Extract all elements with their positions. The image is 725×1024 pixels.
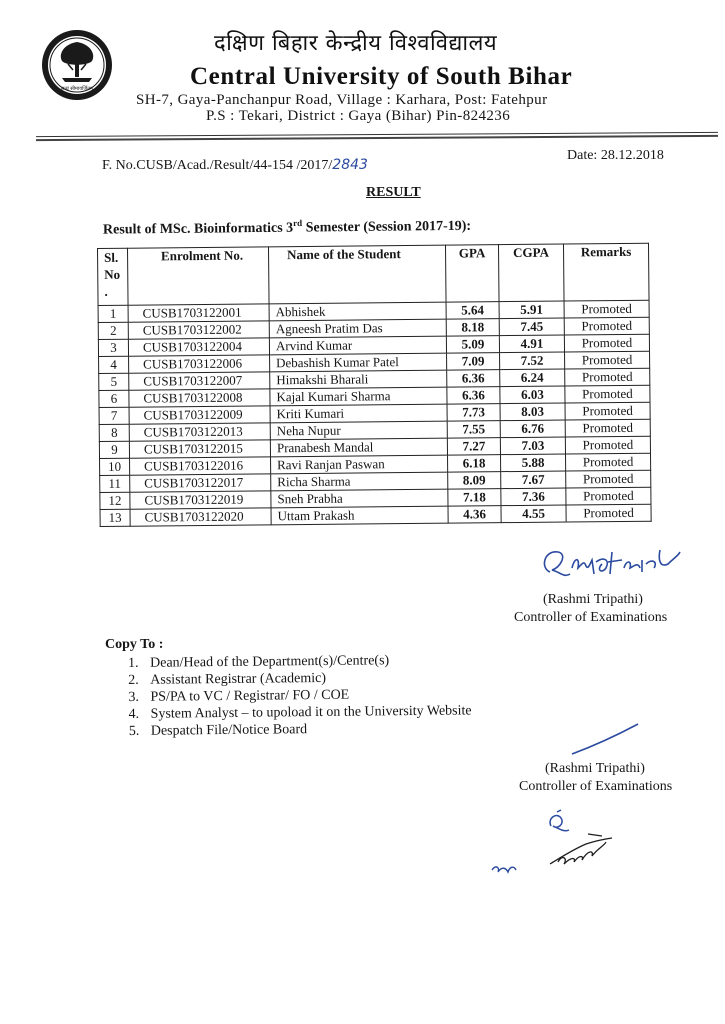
cell-sl-no: 6 [99,390,129,407]
results-table [97,243,652,527]
cell-gpa: 7.27 [447,438,500,456]
handwritten-note-icon [488,828,638,878]
cell-student-name: Sneh Prabha [271,489,448,508]
signatory-title-1: Controller of Examinations [514,610,668,625]
cell-remarks: Promoted [565,402,650,420]
header-gpa: GPA [445,245,499,303]
header-cgpa: CGPA [498,244,564,302]
cell-enrolment: CUSB1703122008 [129,389,270,407]
cell-sl-no: 12 [100,492,130,509]
cell-student-name: Ravi Ranjan Paswan [271,455,448,474]
cell-enrolment: CUSB1703122015 [129,440,270,458]
header-sl-line2: No [104,266,121,282]
header-remarks: Remarks [563,243,649,301]
cell-student-name: Richa Sharma [271,472,448,491]
result-heading: RESULT [366,185,421,200]
header-sl-line1: Sl. [104,249,119,265]
cell-sl-no: 5 [99,373,129,390]
cell-sl-no: 1 [98,305,128,322]
cell-remarks: Promoted [566,470,651,488]
subtitle-suffix: Semester (Session 2017-19): [302,218,472,236]
cell-remarks: Promoted [566,487,651,505]
cell-cgpa: 6.03 [500,386,565,404]
cell-student-name: Abhishek [269,302,446,321]
cell-sl-no: 10 [100,458,130,475]
cell-enrolment: CUSB1703122002 [128,321,269,339]
cell-enrolment: CUSB1703122004 [128,338,269,356]
copy-to-label: Copy To : [105,637,164,652]
file-number [102,157,368,174]
list-item-text: Dean/Head of the Department(s)/Centre(s) [150,653,390,671]
list-item-number: 5. [128,723,140,739]
cell-sl-no: 4 [99,356,129,373]
cell-cgpa: 7.36 [501,488,566,506]
handwritten-signature-icon [530,538,690,586]
list-item-number: 2. [128,672,139,688]
cell-enrolment: CUSB1703122016 [130,457,271,475]
cell-cgpa: 7.67 [501,471,566,489]
table-body [98,300,651,526]
cell-sl-no: 11 [100,475,130,492]
pen-stroke-signature-icon [568,720,642,760]
cell-cgpa: 4.55 [501,505,566,523]
list-item-number: 4. [128,706,140,722]
cell-gpa: 5.09 [446,336,499,354]
cell-gpa: 7.09 [447,353,500,371]
cell-enrolment: CUSB1703122017 [130,474,271,492]
cell-enrolment: CUSB1703122020 [130,508,271,526]
cell-remarks: Promoted [565,351,650,369]
cell-cgpa: 4.91 [499,335,564,353]
list-item-text: PS/PA to VC / Registrar/ FO / COE [150,687,350,705]
cell-sl-no: 3 [98,339,128,356]
cell-sl-no: 13 [100,509,130,526]
university-seal-icon [40,28,114,102]
file-number-handwritten: 2843 [332,157,368,173]
cell-enrolment: CUSB1703122007 [129,372,270,390]
header-student-name: Name of the Student [268,245,446,304]
cell-cgpa: 7.45 [499,318,564,336]
cell-cgpa: 7.52 [500,352,565,370]
cell-remarks: Promoted [565,385,650,403]
cell-student-name: Agneesh Pratim Das [269,319,446,338]
cell-remarks: Promoted [565,368,650,386]
signatory-name-1: (Rashmi Tripathi) [543,592,643,607]
cell-student-name: Debashish Kumar Patel [270,353,447,372]
cell-student-name: Himakshi Bharali [270,370,447,389]
cell-gpa: 7.18 [448,489,501,507]
subtitle-prefix: Result of MSc. Bioinformatics 3 [102,220,294,238]
cell-cgpa: 8.03 [500,403,565,421]
copy-to-list [128,651,472,740]
cell-sl-no: 8 [99,424,129,441]
cell-remarks: Promoted [565,419,650,437]
cell-cgpa: 6.24 [500,369,565,387]
cell-gpa: 8.18 [446,319,499,337]
list-item [129,702,472,723]
header-sl-no [98,248,129,305]
signatory-name-2: (Rashmi Tripathi) [545,761,645,776]
cell-sl-no: 7 [99,407,129,424]
cell-student-name: Kajal Kumari Sharma [270,387,447,406]
cell-enrolment: CUSB1703122009 [129,406,270,424]
signatory-title-2: Controller of Examinations [519,779,673,794]
university-name: Central University of South Bihar [190,63,573,90]
subtitle-superscript: rd [293,217,303,229]
list-item-text: System Analyst – to upoload it on the University Website [150,703,472,722]
list-item-text: Assistant Registrar (Academic) [150,670,327,688]
address-line-2: P.S : Tekari, District : Gaya (Bihar) Pin-824236 [206,108,511,124]
cell-cgpa: 5.88 [501,454,566,472]
cell-cgpa: 5.91 [499,301,564,319]
cell-gpa: 4.36 [448,506,501,524]
cell-gpa: 6.36 [447,370,500,388]
result-subtitle [103,216,471,239]
list-item [129,719,472,740]
cell-gpa: 6.18 [448,455,501,473]
cell-student-name: Uttam Prakash [271,506,448,525]
cell-student-name: Arvind Kumar [269,336,446,355]
cell-enrolment: CUSB1703122001 [128,304,269,322]
header-enrolment: Enrolment No. [128,247,270,305]
cell-remarks: Promoted [564,300,649,318]
cell-student-name: Kriti Kumari [270,404,447,423]
cell-gpa: 5.64 [446,302,499,320]
cell-enrolment: CUSB1703122019 [130,491,271,509]
cell-remarks: Promoted [565,436,650,454]
table-header-row [98,243,650,305]
cell-cgpa: 7.03 [500,437,565,455]
cell-remarks: Promoted [564,334,649,352]
cell-gpa: 7.73 [447,404,500,422]
cell-student-name: Neha Nupur [270,421,447,440]
list-item-text: Despatch File/Notice Board [150,722,308,739]
cell-gpa: 6.36 [447,387,500,405]
cell-cgpa: 6.76 [500,420,565,438]
logo-motto: सत्यं सीमावर्जितम् [61,86,93,92]
cell-enrolment: CUSB1703122013 [129,423,270,441]
cell-gpa: 7.55 [447,421,500,439]
cell-remarks: Promoted [564,317,649,335]
university-name-hindi: दक्षिण बिहार केन्द्रीय विश्वविद्यालय [214,31,498,56]
cell-remarks: Promoted [565,453,650,471]
list-item-number: 3. [128,689,140,705]
cell-sl-no: 2 [98,322,128,339]
cell-student-name: Pranabesh Mandal [270,438,447,457]
file-number-printed: F. No.CUSB/Acad./Result/44-154 /2017/ [102,158,333,173]
cell-remarks: Promoted [566,504,651,522]
address-line-1: SH-7, Gaya-Panchanpur Road, Village : Karhara, Post: Fatehpur [136,92,548,108]
document-date: Date: 28.12.2018 [567,148,664,163]
header-sl-line3: . [104,283,108,299]
cell-gpa: 8.09 [448,472,501,490]
cell-enrolment: CUSB1703122006 [129,355,270,373]
cell-sl-no: 9 [99,441,129,458]
list-item-number: 1. [128,655,139,671]
